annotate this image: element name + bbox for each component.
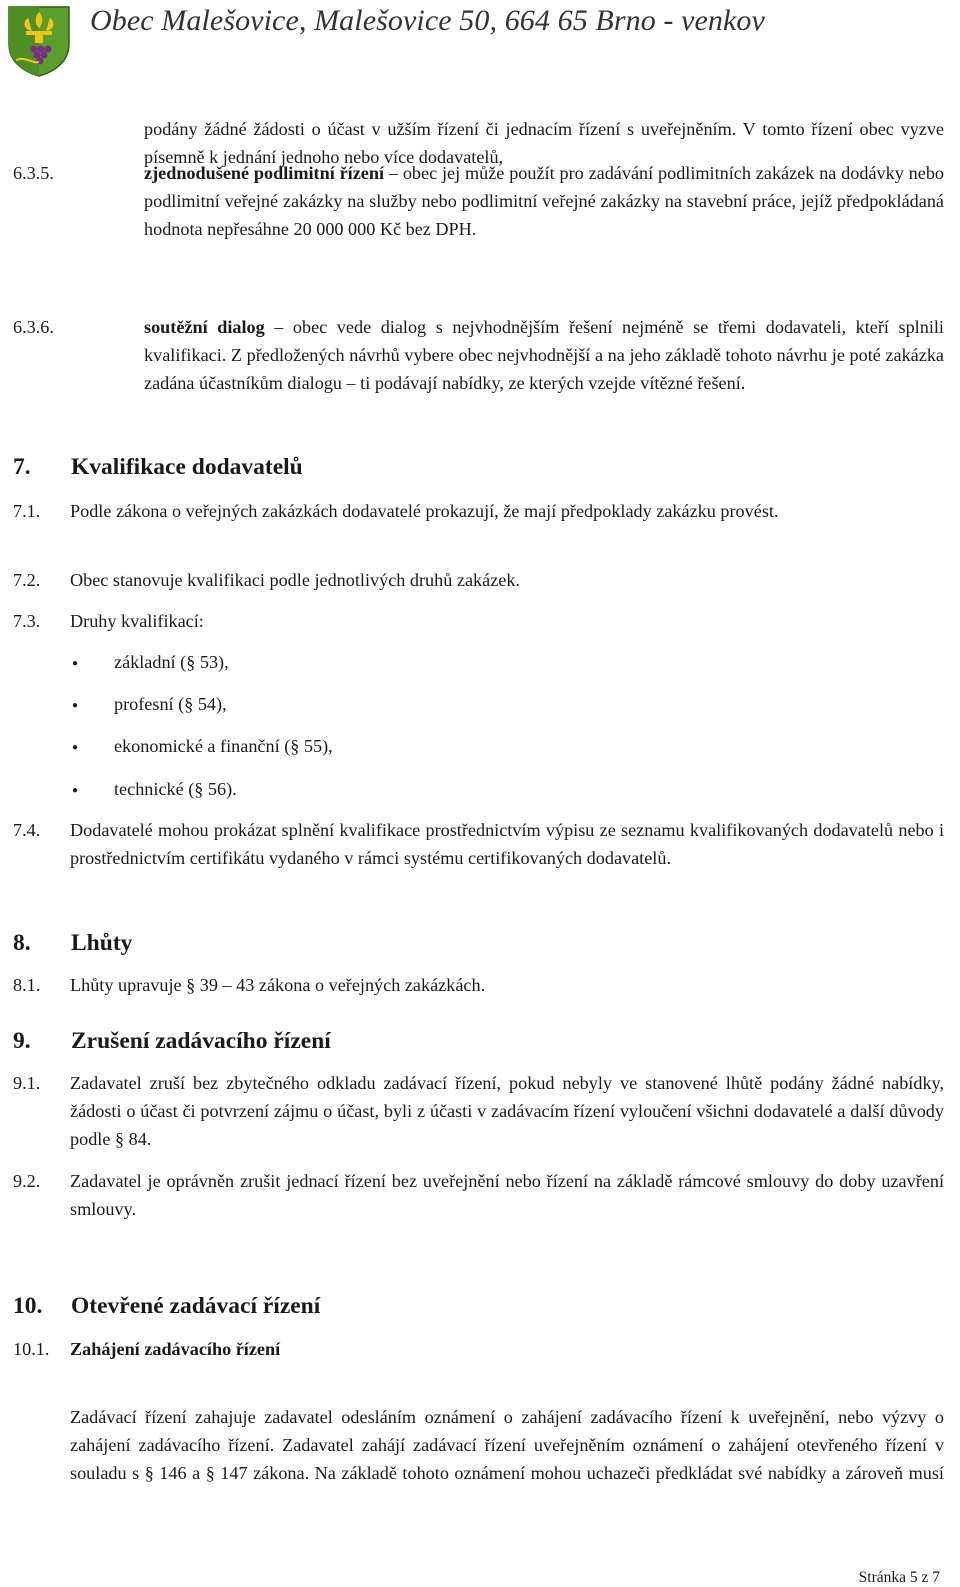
item-635-paragraph bbox=[144, 159, 944, 243]
header-title: Obec Malešovice, Malešovice 50, 664 65 Brno - venkov bbox=[90, 4, 765, 37]
section-title: Lhůty bbox=[71, 930, 133, 956]
subsection-number: 10.1. bbox=[13, 1339, 50, 1359]
paragraph-10-1: Zadávací řízení zahajuje zadavatel odesláním oznámení o zahájení zadávacího řízení k uveřejnění, nebo výzvy o zahájení zadávacího řízení. Zadavatel zahájí zadávací řízení uveřejněním oznámení o zahájení otevřeného řízení v souladu s § 146 a § 147 zákona. Na základě tohoto oznámení mohou uchazeči předkládat své nabídky a zároveň musí bbox=[70, 1407, 944, 1483]
paragraph-7-2: Obec stanovuje kvalifikaci podle jednotlivých druhů zakázek. bbox=[70, 570, 520, 590]
item-635-text: – obec jej může použít pro zadávání podlimitních zakázek na dodávky nebo podlimitní veřejné zakázky na služby nebo podlimitní veřejné zakázky na stavební práce, jejíž předpokládaná hodnota nepřesáhne 20 000 000 Kč bez DPH. bbox=[144, 163, 945, 239]
item-number: 6.3.6. bbox=[13, 317, 54, 337]
list-item: ekonomické a finanční (§ 55), bbox=[114, 736, 333, 756]
list-item: základní (§ 53), bbox=[114, 652, 229, 672]
section-number: 8. bbox=[13, 930, 31, 956]
section-number: 9. bbox=[13, 1028, 31, 1054]
subsection-title: Zahájení zadávacího řízení bbox=[70, 1339, 281, 1359]
section-number: 7. bbox=[13, 454, 31, 480]
item-636-text: – obec vede dialog s nejvhodnějším řešení nejméně se třemi dodavateli, kteří splnili kvalifikaci. Z předložených návrhů vybere obec nejvhodnější a na jeho základě tohoto návrhu je poté zakázka zadána účastníkům dialogu – ti podávají nabídky, ze kterých vzejde vítězné řešení. bbox=[144, 317, 944, 393]
paragraph-8-1: Lhůty upravuje § 39 – 43 zákona o veřejných zakázkách. bbox=[70, 975, 486, 995]
paragraph-number: 7.2. bbox=[13, 570, 41, 590]
paragraph-7-4: Dodavatelé mohou prokázat splnění kvalifikace prostřednictvím výpisu ze seznamu kvalifikovaných dodavatelů nebo i prostřednictvím certifikátu vydaného v rámci systému certifikovaných dodavatelů. bbox=[70, 820, 944, 868]
item-636-paragraph bbox=[144, 313, 944, 397]
municipality-coat-of-arms-icon bbox=[6, 4, 72, 78]
paragraph-number: 7.3. bbox=[13, 611, 41, 631]
paragraph-number: 7.1. bbox=[13, 501, 41, 521]
item-636-term: soutěžní dialog bbox=[144, 317, 265, 337]
item-number: 6.3.5. bbox=[13, 163, 54, 183]
list-item: profesní (§ 54), bbox=[114, 694, 227, 714]
paragraph-7-3: Druhy kvalifikací: bbox=[70, 611, 204, 631]
paragraph-number: 8.1. bbox=[13, 975, 41, 995]
paragraph-9-1: Zadavatel zruší bez zbytečného odkladu zadávací řízení, pokud nebyly ve stanovené lhůtě podány žádné nabídky, žádosti o účast či potvrzení zájmu o účast, byli z účasti v zadávacím řízení vyloučení všichni dodavatelé a další důvody podle § 84. bbox=[70, 1073, 944, 1149]
page-number: Stránka 5 z 7 bbox=[858, 1569, 940, 1586]
continuation-paragraph: podány žádné žádosti o účast v užším řízení či jednacím řízení s uveřejněním. V tomto řízení obec vyzve písemně k jednání jednoho nebo více dodavatelů, bbox=[144, 119, 944, 167]
section-number: 10. bbox=[13, 1293, 43, 1319]
section-title: Otevřené zadávací řízení bbox=[71, 1293, 321, 1319]
paragraph-9-2: Zadavatel je oprávněn zrušit jednací řízení bez uveřejnění nebo řízení na základě rámcové smlouvy do doby uzavření smlouvy. bbox=[70, 1171, 944, 1219]
bullet-icon: ● bbox=[72, 658, 79, 669]
paragraph-number: 9.1. bbox=[13, 1073, 41, 1093]
bullet-icon: ● bbox=[72, 742, 79, 753]
section-title: Zrušení zadávacího řízení bbox=[71, 1028, 331, 1054]
paragraph-7-1: Podle zákona o veřejných zakázkách dodavatelé prokazují, že mají předpoklady zakázku provést. bbox=[70, 501, 779, 521]
page-header bbox=[0, 0, 960, 82]
bullet-icon: ● bbox=[72, 785, 79, 796]
bullet-icon: ● bbox=[72, 700, 79, 711]
list-item: technické (§ 56). bbox=[114, 779, 237, 799]
paragraph-number: 7.4. bbox=[13, 820, 41, 840]
item-635-term: zjednodušené podlimitní řízení bbox=[144, 163, 385, 183]
section-title: Kvalifikace dodavatelů bbox=[71, 454, 303, 480]
paragraph-number: 9.2. bbox=[13, 1171, 41, 1191]
